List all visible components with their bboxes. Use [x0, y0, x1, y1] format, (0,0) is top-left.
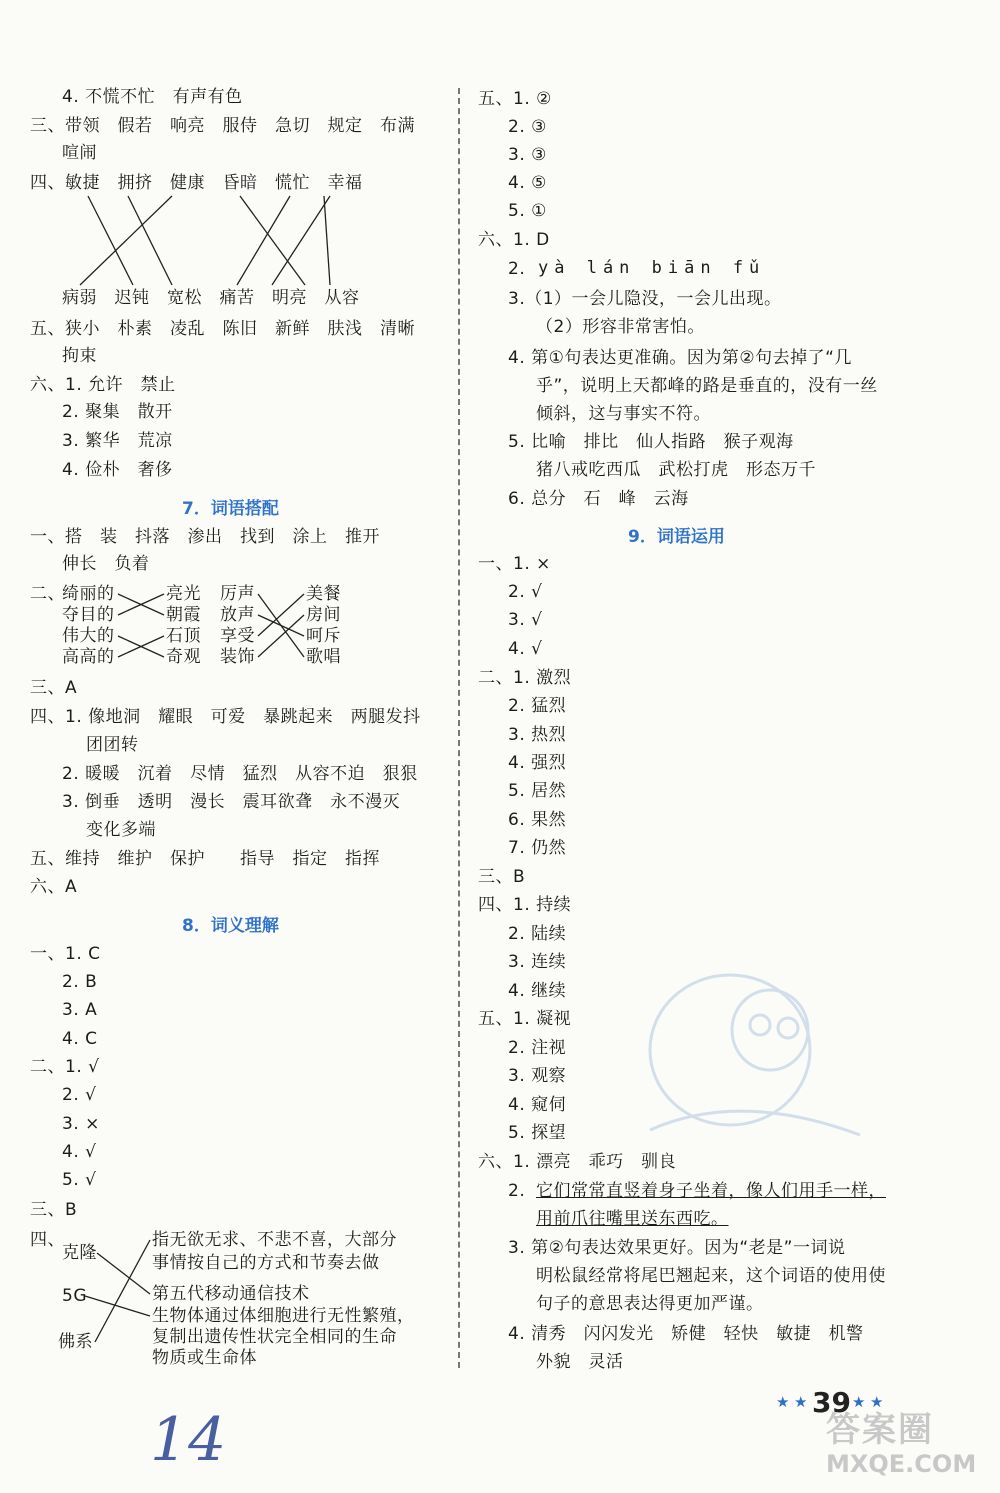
left-line: 变化多端 [86, 820, 156, 840]
left-line: 2. √ [62, 1085, 97, 1105]
right-line: 句子的意思表达得更加严谨。 [536, 1294, 764, 1314]
right-line: 5. 探望 [508, 1123, 567, 1143]
right-line: 3. 观察 [508, 1066, 567, 1086]
match-line [118, 636, 164, 657]
left-line: 五、维持 维护 保护 指导 指定 指挥 [30, 849, 380, 869]
right-line: 四、1. 持续 [478, 895, 572, 915]
match-line [118, 636, 164, 657]
match-left: 夺目的 [62, 605, 115, 625]
match-line [240, 196, 305, 285]
match-mid: 亮光 [166, 584, 201, 604]
term-def: 指无欲无求、不悲不喜，大部分 [152, 1230, 397, 1250]
left-line: 4. √ [62, 1142, 97, 1162]
right-line: 3. 第②句表达效果更好。因为“老是”一词说 [508, 1238, 846, 1258]
match-line [95, 1240, 150, 1342]
left-line: 三、A [30, 678, 78, 698]
right-line: 乎”，说明上天都峰的路是垂直的，没有一丝 [536, 376, 878, 396]
right-line: 外貌 灵活 [536, 1352, 624, 1372]
right-line: 2. 注视 [508, 1038, 567, 1058]
right-line: 六、1. D [478, 230, 550, 250]
left-line: 5. √ [62, 1170, 97, 1190]
right-line: 2. 猛烈 [508, 696, 567, 716]
term-left: 克隆 [62, 1243, 97, 1263]
match-line [258, 594, 304, 657]
right-line: 倾斜，这与事实不符。 [536, 404, 711, 424]
left-line: 3. A [62, 1000, 98, 1020]
match-line [118, 594, 164, 615]
match-left2: 享受 [220, 626, 255, 646]
right-line: 二、1. 激烈 [478, 668, 572, 688]
left-line: 4. 俭朴 奢侈 [62, 460, 173, 480]
match-mid: 石顶 [166, 626, 201, 646]
right-line: 7. 仍然 [508, 838, 567, 858]
left-line: 四、1. 像地洞 耀眼 可爱 暴跳起来 两腿发抖 [30, 707, 421, 727]
match-line [85, 1296, 150, 1316]
match-line [258, 615, 304, 636]
match-line [258, 615, 304, 657]
section-heading: 8．词义理解 [182, 916, 279, 936]
left-line: 五、狭小 朴素 凌乱 陈旧 新鲜 肤浅 清晰 [30, 319, 415, 339]
watermark-url: MXQE.COM [826, 1450, 977, 1478]
right-line: 2. ③ [508, 117, 547, 137]
left-line: 2. 暖暖 沉着 尽情 猛烈 从容不迫 狠狠 [62, 764, 418, 784]
term-left: 5G [62, 1286, 87, 1306]
right-line: 4. 清秀 闪闪发光 矫健 轻快 敏捷 机警 [508, 1324, 864, 1344]
right-line: 三、B [478, 867, 526, 887]
match-line [128, 196, 172, 285]
match-left: 高高的 [62, 647, 115, 667]
match-right: 呵斥 [306, 626, 341, 646]
match-line [88, 196, 133, 285]
match-left: 绮丽的 [62, 584, 115, 604]
handwritten-note: 14 [150, 1405, 227, 1475]
right-line: 4. ⑤ [508, 173, 547, 193]
right-line: 4. 第①句表达更准确。因为第②句去掉了“几 [508, 348, 852, 368]
left-line: 六、A [30, 877, 78, 897]
right-line: 5. 比喻 排比 仙人指路 猴子观海 [508, 432, 794, 452]
right-line: 5. 居然 [508, 781, 567, 801]
left-line: 一、1. C [30, 944, 101, 964]
term-def: 第五代移动通信技术 [152, 1284, 310, 1304]
star-icon: ★ [794, 1393, 808, 1411]
match-mid: 奇观 [166, 647, 201, 667]
column-divider [458, 88, 460, 1368]
right-line: 3. 连续 [508, 952, 567, 972]
star-icon: ★ [870, 1393, 884, 1411]
left-line: 3. 繁华 荒凉 [62, 431, 173, 451]
match-line [97, 1253, 150, 1294]
left-line: 伸长 负着 [62, 554, 150, 574]
left-line: 4. C [62, 1029, 98, 1049]
pinyin-answer: yà lán biān fǔ [538, 258, 766, 278]
right-line: 3. 热烈 [508, 725, 567, 745]
right-line: 五、1. 凝视 [478, 1009, 572, 1029]
match-left: 伟大的 [62, 626, 115, 646]
right-line: 3. ③ [508, 145, 547, 165]
term-def: 物质或生命体 [152, 1348, 257, 1368]
left-line: 一、搭 装 抖落 渗出 找到 涂上 推开 [30, 527, 380, 547]
match-line [258, 594, 304, 636]
underlined-answer: 它们常常直竖着身子坐着，像人们用手一样， [536, 1181, 886, 1201]
right-line: 3.（1）一会儿隐没，一会儿出现。 [508, 289, 782, 309]
match-right: 歌唱 [306, 647, 341, 667]
left-line: 3. × [62, 1114, 100, 1134]
left-line: 三、带领 假若 响亮 服侍 急切 规定 布满 [30, 116, 415, 136]
watermark-logo-text: 答案圈 [826, 1410, 934, 1450]
right-line: 3. √ [508, 610, 543, 630]
term-def: 生物体通过体细胞进行无性繁殖， [152, 1306, 415, 1326]
right-line: 4. 窥伺 [508, 1095, 567, 1115]
term-left: 佛系 [58, 1332, 93, 1352]
left-line: 病弱 迟钝 宽松 痛苦 明亮 从容 [62, 288, 360, 308]
right-line: 明松鼠经常将尾巴翘起来，这个词语的使用使 [536, 1266, 886, 1286]
match-left2: 装饰 [220, 647, 255, 667]
star-icon: ★ [852, 1393, 866, 1411]
left-line: 团团转 [86, 735, 139, 755]
match-line [324, 196, 330, 285]
match-line [118, 594, 164, 615]
left-line: 六、1. 允许 禁止 [30, 375, 176, 395]
match-mid: 朝霞 [166, 605, 201, 625]
star-icon: ★ [776, 1393, 790, 1411]
match-left2: 厉声 [220, 584, 255, 604]
right-line: 六、1. 漂亮 乖巧 驯良 [478, 1152, 677, 1172]
right-line: 4. 继续 [508, 981, 567, 1001]
left-line: 三、B [30, 1200, 78, 1220]
left-line: 喧闹 [62, 143, 97, 163]
match-line [272, 196, 330, 285]
right-line: 2. [508, 259, 526, 279]
right-line: 2. √ [508, 582, 543, 602]
right-line: 4. √ [508, 639, 543, 659]
right-line: 2. [508, 1181, 526, 1201]
left-line: 拘束 [62, 346, 97, 366]
match-left2: 放声 [220, 605, 255, 625]
match-line [80, 196, 172, 285]
left-line: 2. 聚集 散开 [62, 402, 173, 422]
faint-stamp-image [610, 960, 880, 1160]
left-line: 二、1. √ [30, 1057, 100, 1077]
match-right: 房间 [306, 605, 341, 625]
left-line: 4. 不慌不忙 有声有色 [62, 87, 243, 107]
match-line [237, 196, 290, 285]
right-line: 6. 果然 [508, 810, 567, 830]
left-line: 四、敏捷 拥挤 健康 昏暗 慌忙 幸福 [30, 173, 363, 193]
section-heading: 9．词语运用 [628, 527, 725, 547]
right-line: 5. ① [508, 201, 547, 221]
right-line: （2）形容非常害怕。 [536, 317, 705, 337]
underlined-answer: 用前爪往嘴里送东西吃。 [536, 1209, 729, 1229]
left-line: 四、 [30, 1230, 65, 1250]
term-def: 事情按自己的方式和节奏去做 [152, 1253, 380, 1273]
left-line: 2. B [62, 972, 98, 992]
right-line: 4. 强烈 [508, 753, 567, 773]
right-line: 猪八戒吃西瓜 武松打虎 形态万千 [536, 460, 816, 480]
section-heading: 7．词语搭配 [182, 499, 279, 519]
watermark [826, 1398, 986, 1488]
term-def: 复制出遗传性状完全相同的生命 [152, 1327, 397, 1347]
left-line: 3. 倒垂 透明 漫长 震耳欲聋 永不漫灭 [62, 792, 401, 812]
right-line: 五、1. ② [478, 89, 552, 109]
right-line: 6. 总分 石 峰 云海 [508, 489, 689, 509]
page-number: 39 [812, 1386, 851, 1419]
match-right: 美餐 [306, 584, 341, 604]
right-line: 一、1. × [478, 554, 551, 574]
right-line: 2. 陆续 [508, 924, 567, 944]
left-line: 二、 [30, 584, 65, 604]
